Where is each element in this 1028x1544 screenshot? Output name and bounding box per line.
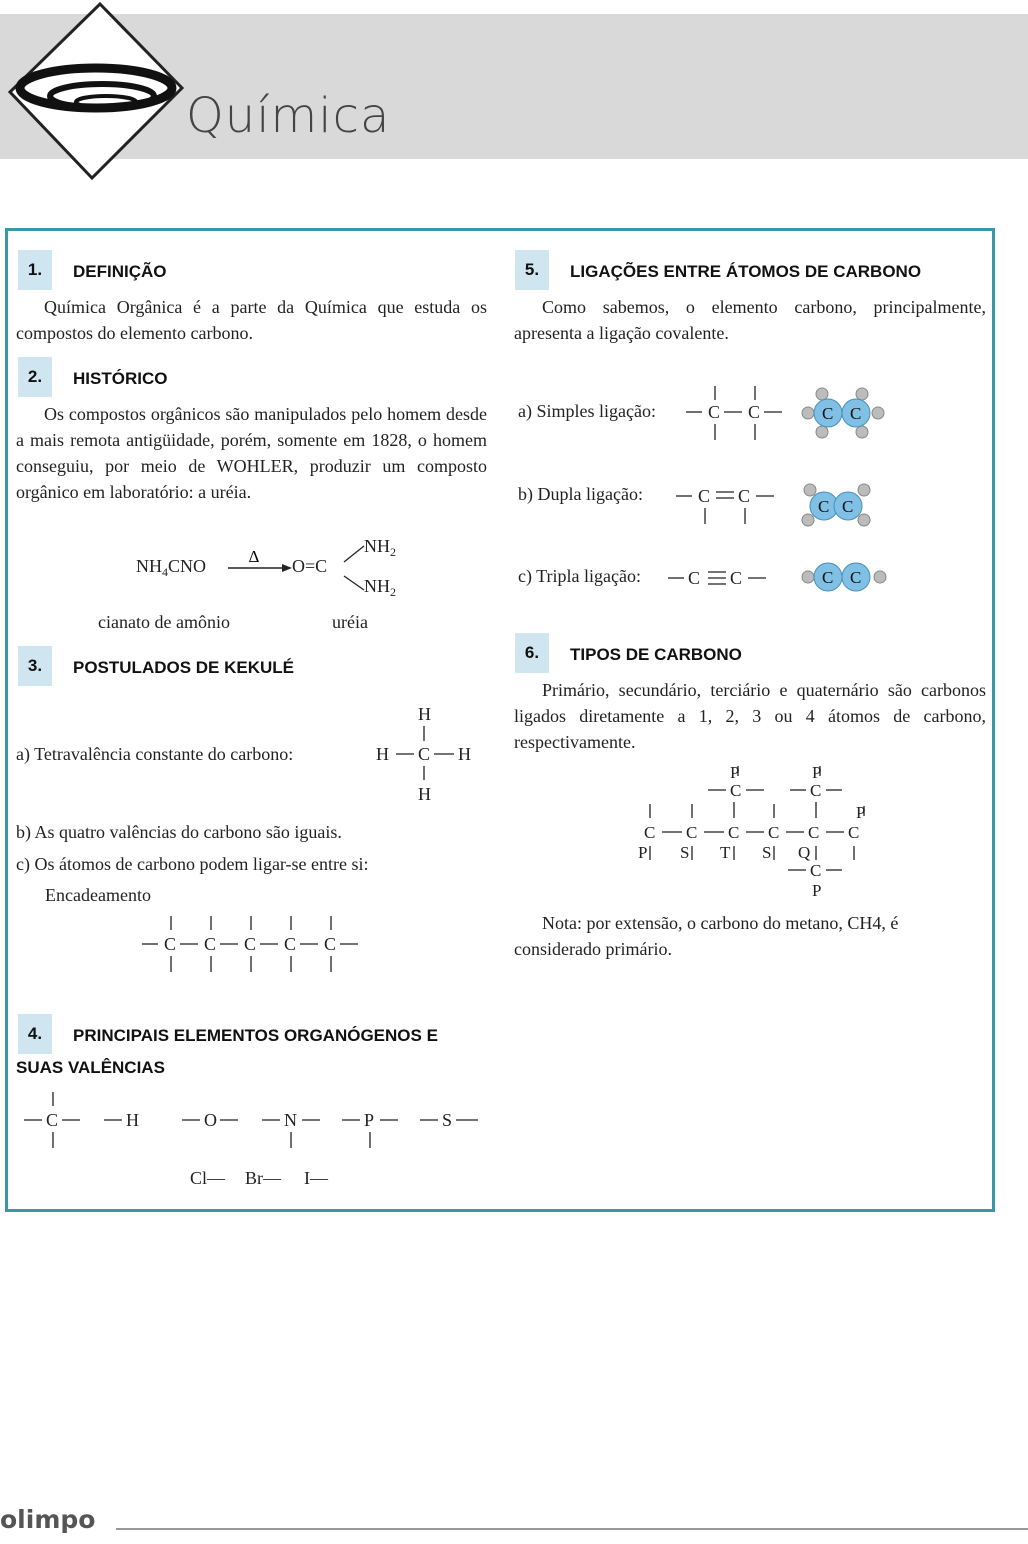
svg-text:C: C [728, 823, 740, 842]
kekule-item-a: a) Tetravalência constante do carbono: [16, 744, 294, 764]
svg-text:S: S [680, 843, 690, 862]
svg-text:C: C [688, 568, 701, 588]
svg-text:C: C [730, 568, 743, 588]
section-2-title: HISTÓRICO [73, 369, 168, 388]
section-3-number: 3. [18, 646, 52, 686]
svg-text:C: C [698, 486, 711, 506]
svg-text:C: C [738, 486, 751, 506]
triple-bond-molecule-icon [800, 560, 890, 594]
section-4-number: 4. [18, 1014, 52, 1054]
section-6-title: TIPOS DE CARBONO [570, 645, 742, 664]
methane-structure [372, 700, 482, 808]
reactant-label: cianato de amônio [98, 612, 230, 632]
svg-text:C: C [204, 934, 217, 954]
kekule-item-b: b) As quatro valências do carbono são iguais. [16, 822, 342, 842]
double-bond-label: b) Dupla ligação: [518, 484, 643, 504]
svg-text:C: C [164, 934, 177, 954]
footer-brand: olimpo [0, 1505, 96, 1534]
svg-text:P: P [638, 843, 648, 862]
halogen-br: Br— [245, 1168, 281, 1188]
reaction-arrow-label: Δ [248, 548, 260, 566]
urea-nh2-top: $NH_2$ [364, 536, 396, 559]
section-3-title: POSTULADOS DE KEKULÉ [73, 658, 295, 677]
simple-bond-label: a) Simples ligação: [518, 401, 656, 421]
section-1-title: DEFINIÇÃO [73, 262, 167, 281]
section-2-body: Os compostos orgânicos são manipulados pelo homem desde a mais remota antigüidade, porém, somente em 1828, o homem conseguiu, por meio de WOHLER, produzir um composto orgânico em laboratório: a uréia. [16, 404, 487, 502]
svg-text:P: P [812, 763, 822, 782]
reactant-formula: $NH_4CNO$ [136, 556, 207, 579]
svg-text:C: C [768, 823, 780, 842]
svg-text:C: C [418, 744, 431, 764]
svg-text:S: S [762, 843, 772, 862]
section-2-number: 2. [18, 357, 52, 397]
svg-text:C: C [810, 781, 822, 800]
svg-text:P: P [856, 803, 866, 822]
chain-label: Encadeamento [45, 885, 151, 905]
svg-text:C: C [730, 781, 742, 800]
section-4-title-line1: PRINCIPAIS ELEMENTOS ORGANÓGENOS E [73, 1026, 438, 1045]
svg-text:C: C [818, 497, 830, 516]
triple-bond-label: c) Tripla ligação: [518, 566, 641, 586]
svg-text:C: C [748, 402, 761, 422]
section-1-body: Química Orgânica é a parte da Química que estuda os compostos do elemento carbono. [16, 297, 487, 343]
svg-text:H: H [418, 704, 431, 724]
simple-bond-molecule-icon [800, 386, 890, 442]
double-bond-formula [674, 476, 780, 528]
section-5-title: LIGAÇÕES ENTRE ÁTOMOS DE CARBONO [570, 262, 922, 281]
svg-text:C: C [850, 404, 862, 423]
svg-text:C: C [822, 404, 834, 423]
section-6-note: Nota: por extensão, o carbono do metano, CH4, é considerado primário. [514, 913, 899, 959]
urea-nh2-bottom: $NH_2$ [364, 576, 396, 599]
section-6-body: Primário, secundário, terciário e quaternário são carbonos ligados diretamente a 1, 2, 3 ou 4 átomos de carbono, respectivamente. [514, 680, 986, 752]
page-title: Química [186, 88, 391, 144]
svg-text:P: P [812, 881, 822, 900]
svg-text:C: C [850, 568, 862, 587]
svg-text:C: C [708, 402, 721, 422]
element-o: O [204, 1110, 217, 1130]
olimpo-logo-icon [0, 0, 190, 185]
svg-text:C: C [244, 934, 257, 954]
element-c: C [46, 1110, 59, 1130]
kekule-item-c: c) Os átomos de carbono podem ligar-se entre si: [16, 854, 369, 874]
svg-text:C: C [324, 934, 337, 954]
carbon-types-structure [630, 760, 880, 900]
section-1-number: 1. [18, 250, 52, 290]
section-4-title-line2: SUAS VALÊNCIAS [16, 1058, 165, 1077]
halogen-cl: Cl— [190, 1168, 226, 1188]
svg-text:C: C [284, 934, 297, 954]
svg-text:C: C [842, 497, 854, 516]
element-h: H [126, 1110, 139, 1130]
svg-text:C: C [644, 823, 656, 842]
section-6-number: 6. [515, 633, 549, 673]
svg-text:H: H [376, 744, 389, 764]
simple-bond-formula [684, 382, 788, 444]
footer-divider [116, 1528, 1028, 1530]
triple-bond-formula [666, 560, 772, 592]
svg-text:C: C [686, 823, 698, 842]
carbon-chain-structure [140, 912, 370, 976]
section-5-body: Como sabemos, o elemento carbono, principalmente, apresenta a ligação covalente. [514, 297, 986, 343]
halogen-i: I— [304, 1168, 328, 1188]
svg-text:C: C [810, 861, 822, 880]
svg-text:H: H [458, 744, 471, 764]
svg-text:C: C [822, 568, 834, 587]
svg-text:P: P [730, 763, 740, 782]
organogen-elements [16, 1088, 486, 1152]
product-label: uréia [332, 612, 368, 632]
element-s: S [442, 1110, 453, 1130]
svg-text:T: T [720, 843, 731, 862]
svg-text:H: H [418, 784, 431, 804]
section-5-number: 5. [515, 250, 549, 290]
svg-text:C: C [848, 823, 860, 842]
reaction-arrow-icon [226, 548, 294, 578]
svg-text:Q: Q [798, 843, 811, 862]
double-bond-molecule-icon [800, 482, 874, 530]
element-n: N [284, 1110, 297, 1130]
svg-text:C: C [808, 823, 820, 842]
element-p: P [364, 1110, 375, 1130]
urea-oxygen: O=C [292, 556, 328, 576]
